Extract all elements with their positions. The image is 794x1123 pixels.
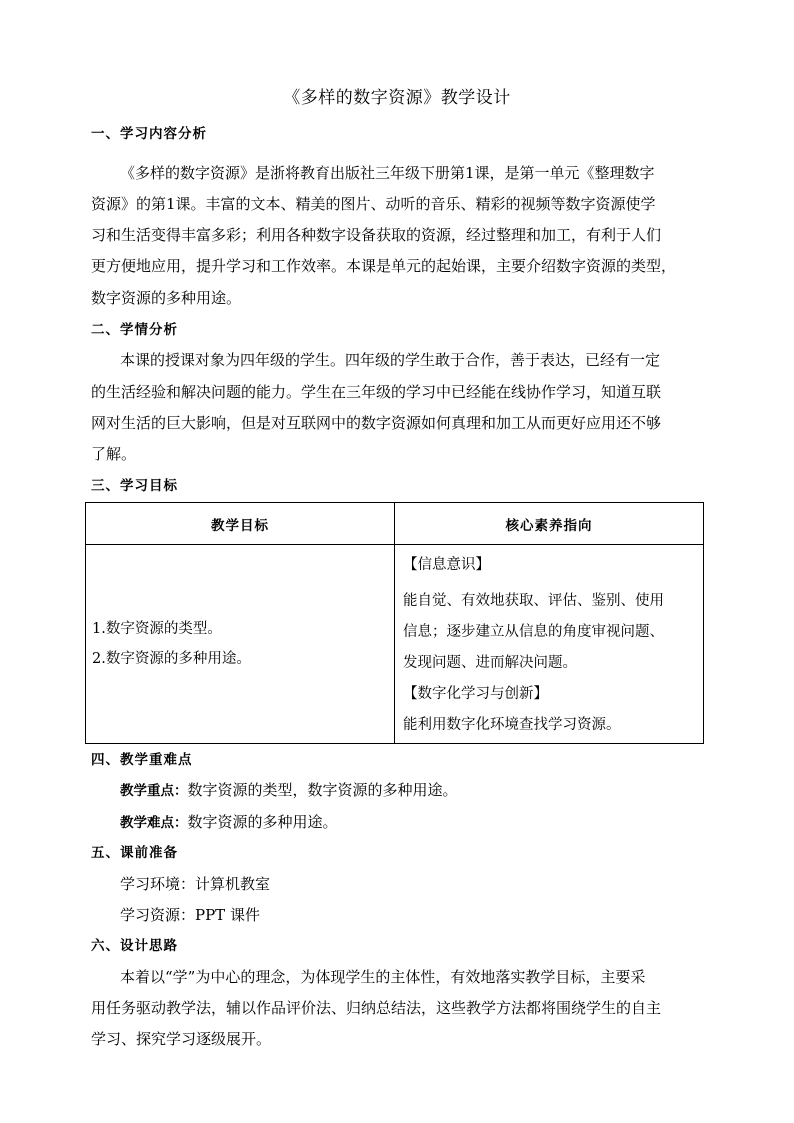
literacy-line: 【数字化学习与创新】 (403, 686, 548, 702)
paragraph-line: 了解。 (91, 445, 137, 463)
document-title: 《多样的数字资源》教学设计 (283, 88, 511, 108)
paragraph-line: 网对生活的巨大影响，但是对互联网中的数字资源如何真理和加工从而更好应用还不够 (91, 414, 662, 432)
key-point-line (120, 780, 458, 801)
section-heading-learner-analysis: 二、学情分析 (91, 322, 178, 338)
goals-table (85, 502, 704, 744)
paragraph-line: 更方便地应用，提升学习和工作效率。本课是单元的起始课，主要介绍数字资源的类型， (91, 257, 677, 275)
paragraph-line: 的生活经验和解决问题的能力。学生在三年级的学习中已经能在线协作学习，知道互联 (91, 383, 662, 401)
key-point-label: 教学重点： (120, 783, 188, 799)
learning-resources: 学习资源：PPT 课件 (120, 906, 260, 924)
teaching-goals-cell (86, 545, 395, 744)
paragraph-line: 本着以“学”为中心的理念，为体现学生的主体性，有效地落实教学目标，主要采 (120, 968, 646, 986)
literacy-line: 信息；逐步建立从信息的角度审视问题、 (403, 624, 664, 640)
goals-header-teaching: 教学目标 (86, 503, 395, 545)
difficulty-text: 数字资源的多种用途。 (187, 813, 338, 831)
key-point-text: 数字资源的类型，数字资源的多种用途。 (187, 781, 458, 799)
paragraph-line: 习和生活变得丰富多彩；利用各种数字设备获取的资源，经过整理和加工，有利于人们 (91, 226, 662, 244)
paragraph-line: 学习、探究学习逐级展开。 (91, 1030, 272, 1048)
literacy-line: 发现问题、进而解决问题。 (403, 655, 577, 671)
literacy-line: 【信息意识】 (403, 557, 490, 573)
section-heading-key-points: 四、教学重难点 (91, 752, 193, 768)
paragraph-line: 《多样的数字资源》是浙将教育出版社三年级下册第1课，是第一单元《整理数字 (120, 164, 655, 182)
goal-item: 1.数字资源的类型。 (92, 621, 222, 637)
section-heading-learning-goals: 三、学习目标 (91, 478, 178, 494)
section-heading-preparation: 五、课前准备 (91, 845, 178, 861)
literacy-line: 能自觉、有效地获取、评估、鉴别、使用 (403, 593, 664, 609)
learning-environment: 学习环境：计算机教室 (120, 875, 271, 893)
paragraph-line: 数字资源的多种用途。 (91, 289, 242, 307)
difficulty-line (120, 812, 338, 833)
section-heading-content-analysis: 一、学习内容分析 (91, 126, 207, 142)
paragraph-line: 用任务驱动教学法，辅以作品评价法、归纳总结法，这些教学方法都将围绕学生的自主 (91, 999, 662, 1017)
paragraph-line: 资源》的第1课。丰富的文本、精美的图片、动听的音乐、精彩的视频等数字资源使学 (91, 195, 656, 213)
difficulty-label: 教学难点： (120, 815, 188, 831)
literacy-cell (395, 545, 704, 744)
goals-header-literacy: 核心素养指向 (395, 503, 704, 545)
goal-item: 2.数字资源的多种用途。 (92, 651, 251, 667)
section-heading-design-idea: 六、设计思路 (91, 938, 178, 954)
paragraph-line: 本课的授课对象为四年级的学生。四年级的学生敢于合作，善于表达，已经有一定 (120, 351, 661, 369)
literacy-line: 能利用数字化环境查找学习资源。 (403, 717, 621, 733)
